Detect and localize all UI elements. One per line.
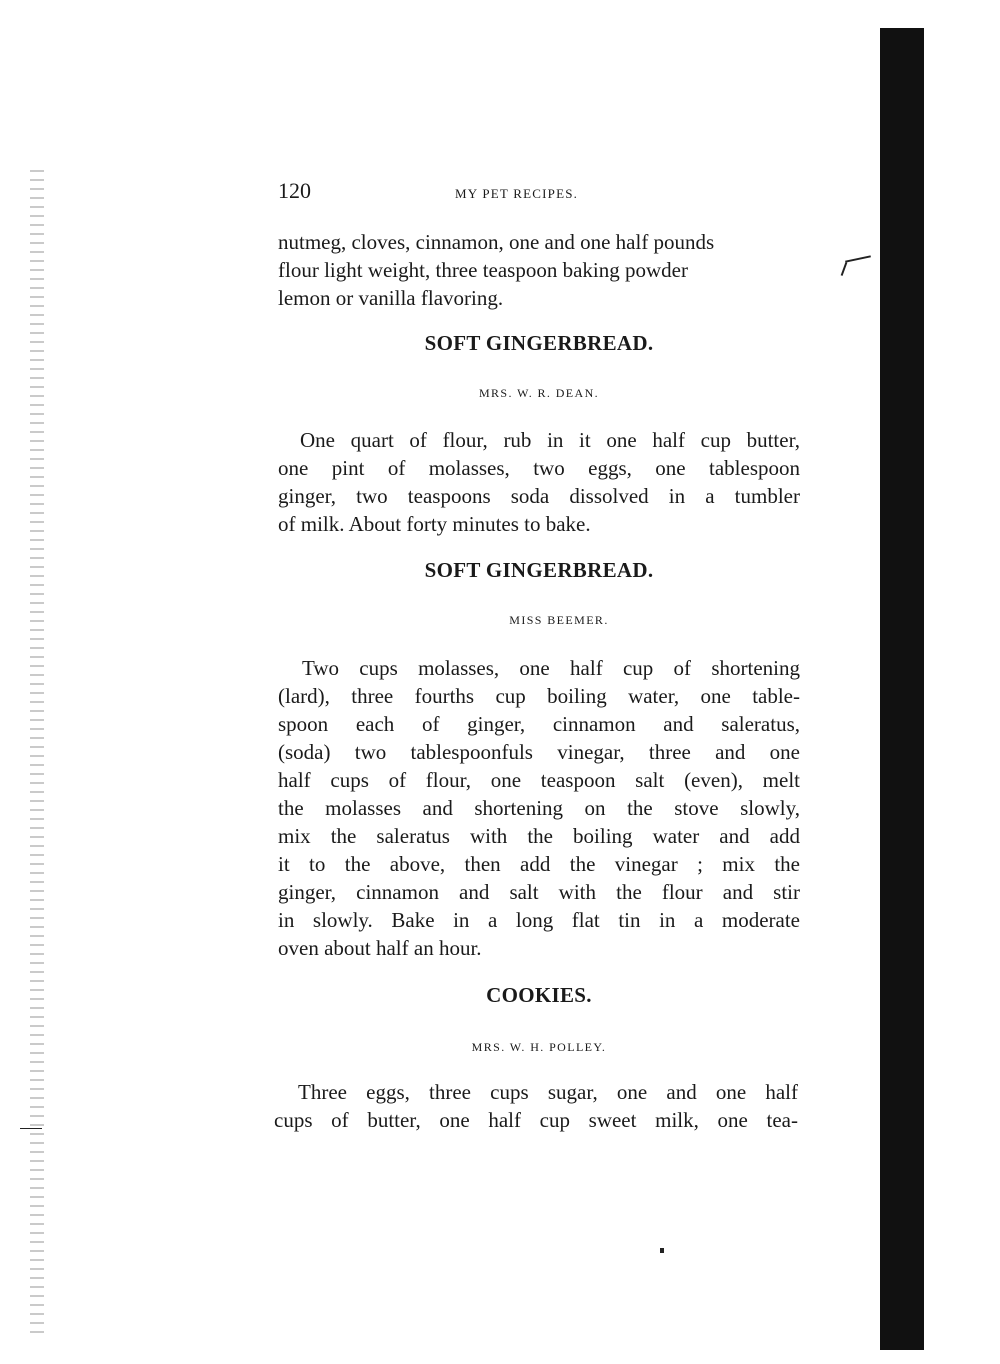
scan-mark: [660, 1248, 664, 1253]
recipe-body: [278, 426, 800, 538]
text-line: it to the above, then add the vinegar ; mix the: [278, 852, 800, 876]
continuation-paragraph: [278, 228, 800, 312]
text-line: nutmeg, cloves, cinnamon, one and one half pounds: [278, 230, 715, 254]
text-line: oven about half an hour.: [278, 936, 482, 960]
text-line: (lard), three fourths cup boiling water, one table-: [278, 684, 800, 708]
text-line: spoon each of ginger, cinnamon and saleratus,: [278, 712, 800, 736]
binding-gutter: [30, 170, 44, 1340]
page-header: [278, 178, 800, 208]
text-line: of milk. About forty minutes to bake.: [278, 512, 591, 536]
text-line: cups of butter, one half cup sweet milk, one tea-: [274, 1108, 798, 1132]
recipe-body: [278, 654, 800, 962]
text-line: in slowly. Bake in a long flat tin in a moderate: [278, 908, 800, 932]
text-line: mix the saleratus with the boiling water and add: [278, 824, 800, 848]
page-number: 120: [278, 178, 311, 203]
scan-mark: [845, 255, 871, 262]
text-line: Three eggs, three cups sugar, one and one half: [298, 1080, 798, 1104]
recipe-title: SOFT GINGERBREAD.: [424, 331, 654, 355]
text-line: lemon or vanilla flavoring.: [278, 286, 504, 310]
running-title: MY PET RECIPES.: [455, 186, 579, 201]
text-line: ginger, two teaspoons soda dissolved in a tumbler: [278, 484, 800, 508]
text-line: ginger, cinnamon and salt with the flour and stir: [278, 880, 800, 904]
text-line: one pint of molasses, two eggs, one tablespoon: [278, 456, 800, 480]
text-line: One quart of flour, rub in it one half cup butter,: [300, 428, 800, 452]
text-line: (soda) two tablespoonfuls vinegar, three and one: [278, 740, 800, 764]
recipe-title: COOKIES.: [486, 983, 592, 1007]
text-line: half cups of flour, one teaspoon salt (even), melt: [278, 768, 800, 792]
scan-mark: [20, 1128, 42, 1129]
recipe-title: SOFT GINGERBREAD.: [424, 558, 654, 582]
text-line: Two cups molasses, one half cup of shortening: [302, 656, 800, 680]
text-line: the molasses and shortening on the stove slowly,: [278, 796, 800, 820]
page-edge-shadow: [880, 28, 924, 1350]
recipe-body: [274, 1078, 798, 1134]
recipe-attribution: MRS. W. R. DEAN.: [478, 386, 600, 400]
recipe-attribution: MRS. W. H. POLLEY.: [471, 1040, 607, 1054]
text-line: flour light weight, three teaspoon baking powder: [278, 258, 688, 282]
scan-mark: [841, 262, 848, 276]
recipe-attribution: MISS BEEMER.: [509, 613, 609, 627]
